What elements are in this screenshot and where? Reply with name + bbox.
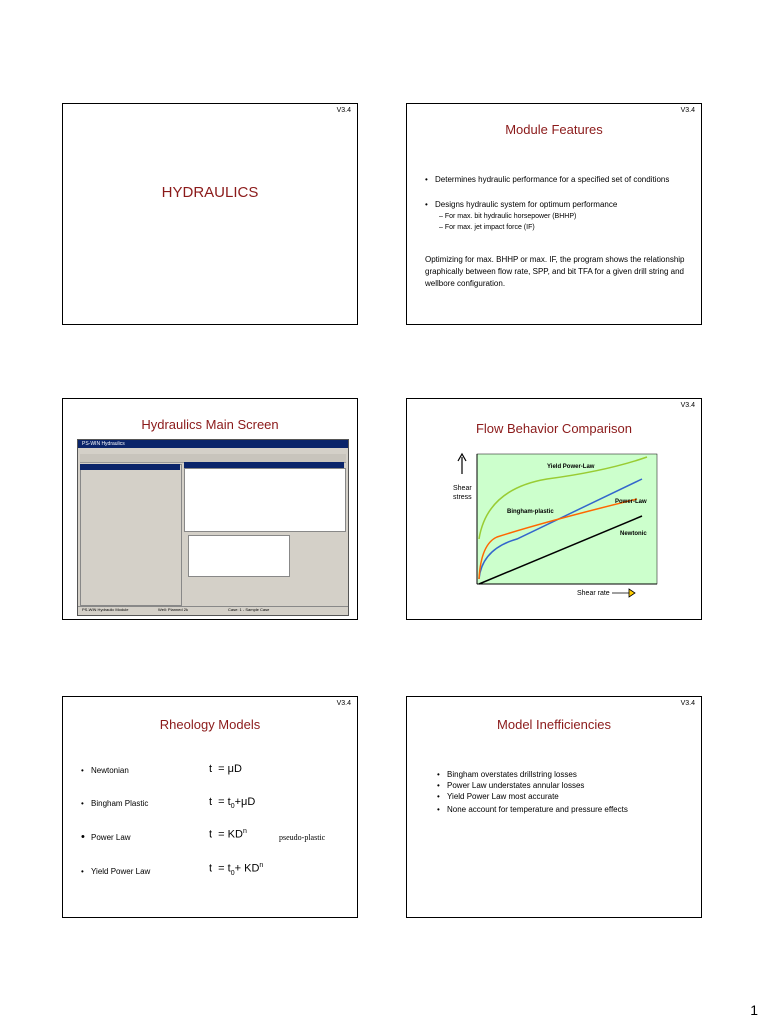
slide-title: Flow Behavior Comparison: [475, 421, 633, 436]
status-left: PS-WIN Hydraulic Module: [82, 607, 129, 612]
options-panel: [80, 464, 182, 606]
y-axis-label-line-1: Shear: [453, 485, 472, 492]
status-right: Case: 1 - Sample Case: [228, 607, 270, 612]
chart-plot-area: [477, 454, 657, 584]
pseudo-plastic-note: pseudo-plastic: [279, 833, 326, 842]
table-title-bar: [184, 462, 344, 468]
x-axis-label: Shear rate: [577, 590, 610, 597]
bullet-item: • Power Law understates annular losses: [437, 781, 585, 790]
version-label: V3.4: [336, 700, 351, 707]
model-name: • Newtonian: [81, 766, 129, 775]
slide-rheology-models: [62, 696, 358, 918]
app-screenshot: [77, 439, 349, 616]
sub-bullet-item: – For max. jet impact force (IF): [439, 224, 535, 231]
model-name: • Yield Power Law: [81, 867, 151, 876]
bullet-item: • Bingham overstates drillstring losses: [437, 770, 577, 779]
status-mid: Well: Planned 2k: [158, 607, 188, 612]
version-label: V3.4: [680, 402, 695, 409]
version-label: V3.4: [336, 107, 351, 114]
arrow-right-icon: [612, 589, 635, 597]
slide-model-inefficiencies: [406, 696, 702, 918]
slide-paragraph: Optimizing for max. BHHP or max. IF, the program shows the relationship graphically between flow rate, SPP, and bit TFA for a given drill string and wellbore configuration.: [425, 255, 685, 288]
legend-bingham-plastic: Bingham-plastic: [507, 509, 554, 515]
bullet-item: • Designs hydraulic system for optimum performance: [425, 200, 618, 209]
newtonian-equation: t = μD: [209, 763, 242, 775]
flow-behavior-chart: [407, 399, 703, 621]
slide-title: Hydraulics Main Screen: [141, 417, 279, 432]
slide-title: Model Inefficiencies: [497, 717, 611, 732]
window-title: PS-WIN Hydraulics: [82, 441, 125, 447]
arrow-up-icon: [458, 454, 466, 474]
legend-newtonic: Newtonic: [620, 531, 647, 537]
hole-section-table: [188, 535, 290, 577]
bingham-equation: $t = t_0+\mu D$: [209, 796, 256, 811]
slide-module-features: [406, 103, 702, 325]
slide-title: HYDRAULICS: [161, 184, 259, 201]
page-number: 1: [750, 1002, 758, 1018]
slide-title: Rheology Models: [159, 717, 261, 732]
drill-string-table: [184, 468, 346, 532]
version-label: V3.4: [680, 700, 695, 707]
bullet-item: • Determines hydraulic performance for a specified set of conditions: [425, 175, 670, 184]
slide-title: Module Features: [505, 122, 603, 137]
sub-bullet-item: – For max. bit hydraulic horsepower (BHHP): [439, 213, 577, 220]
slide-main-screen: [62, 398, 358, 620]
model-name: • Bingham Plastic: [81, 799, 149, 808]
power-law-equation: $t = KD^n$: [209, 828, 247, 841]
bullet-item: • None account for temperature and pressure effects: [437, 805, 628, 814]
y-axis-label-line-2: stress: [453, 494, 472, 501]
legend-power-law: Power-Law: [615, 499, 647, 505]
bullet-item: • Yield Power Law most accurate: [437, 792, 559, 801]
yield-power-law-equation: $t = t_0+ KD^n$: [209, 862, 264, 877]
panel-title-bar: [80, 464, 180, 470]
slide-flow-behavior: [406, 398, 702, 620]
version-label: V3.4: [680, 107, 695, 114]
slide-hydraulics: [62, 103, 358, 325]
legend-yield-power-law: Yield Power-Law: [547, 464, 595, 470]
model-name: • Power Law: [81, 831, 131, 843]
